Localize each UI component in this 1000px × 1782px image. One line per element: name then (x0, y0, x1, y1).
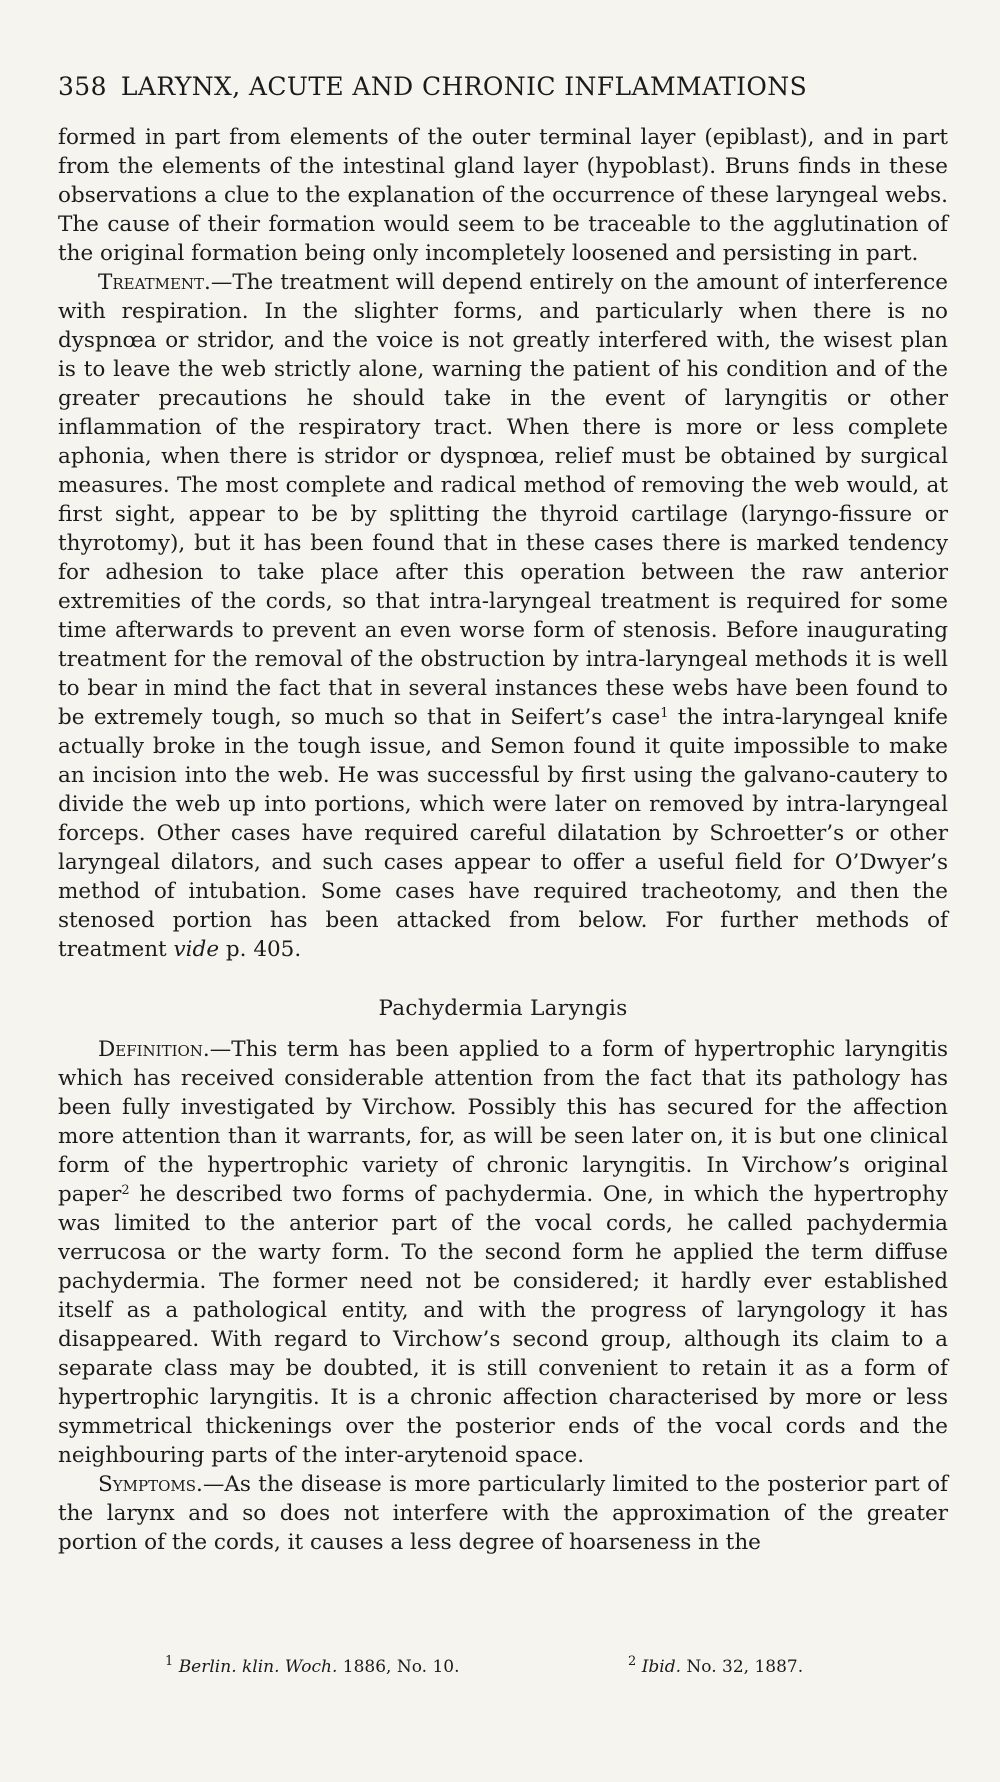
footnote-1-mark: 1 (165, 1654, 174, 1669)
footnote-2 (628, 1654, 804, 1677)
page-number: 358 (58, 72, 107, 101)
treatment-text-a: —The treatment will depend entirely on the amount of interference with respiration. In the slighter forms, and particularly when there is no dyspnœa or stridor, and the voice is not greatly interfered with, the wisest plan is to leave the web strictly alone, warning the patient of his condition and of the greater precautions he should take in the event of laryngitis or other inflammation of the respiratory tract. When there is more or less complete aphonia, when there is stridor or dyspnœa, relief must be obtained by surgical measures. The most complete and radical method of removing the web would, at first sight, appear to be by splitting the thyroid cartilage (laryngo-fissure or thyrotomy), but it has been found that in these cases there is marked tendency for adhesion to take place after this operation between the raw anterior extremities of the cords, so that intra-laryngeal treatment is required for some time afterwards to prevent an even worse form of stenosis. Before inaugurating treatment for the removal of the obstruction by intra-laryngeal methods it is well to bear in mind the fact that in several instances these webs have been found to be extremely tough, so much so that in Seifert’s case (58, 270, 948, 730)
footnote-reference-2: 2 (121, 1183, 130, 1198)
paragraph-definition (58, 1035, 948, 1470)
treatment-text-c: p. 405. (219, 937, 302, 962)
footnote-1-source: Berlin. klin. Woch. (178, 1657, 338, 1677)
treatment-vide: vide (173, 937, 220, 962)
footnote-2-mark: 2 (628, 1654, 637, 1669)
running-title: LARYNX, ACUTE AND CHRONIC INFLAMMATIONS (120, 72, 808, 101)
treatment-heading: Treatment. (98, 270, 211, 295)
running-head (58, 72, 948, 101)
footnote-reference-1: 1 (660, 706, 669, 721)
symptoms-text: —As the disease is more particularly limited to the posterior part of the larynx and so does not interfere with the approximation of the greater portion of the cords, it causes a less degree of hoarseness in the (58, 1472, 948, 1555)
paragraph-text: formed in part from elements of the outer terminal layer (epiblast), and in part from the elements of the intestinal gland layer (hypoblast). Bruns finds in these observations a clue to the explanation of the occurrence of these laryngeal webs. The cause of their formation would seem to be traceable to the agglutination of the original formation being only incompletely loosened and persisting in part. (58, 125, 948, 266)
footnote-2-rest: No. 32, 1887. (681, 1657, 804, 1677)
footnote-1-rest: 1886, No. 10. (337, 1657, 460, 1677)
treatment-text-b: the intra-laryngeal knife actually broke in the tough issue, and Semon found it quite impossible to make an incision into the web. He was successful by first using the galvano-cautery to divide the web up into portions, which were later on removed by intra-laryngeal forceps. Other cases have required careful dilatation by Schroetter’s or other laryngeal dilators, and such cases appear to offer a useful field for O’Dwyer’s method of intubation. Some cases have required tracheotomy, and then the stenosed portion has been attacked from below. For further methods of treatment (58, 705, 948, 962)
definition-text-a: —This term has been applied to a form of hypertrophic laryngitis which has received considerable attention from the fact that its pathology has been fully investigated by Virchow. Possibly this has secured for the affection more attention than it warrants, for, as will be seen later on, it is but one clinical form of the hypertrophic variety of chronic laryngitis. In Virchow’s original paper (58, 1037, 948, 1207)
definition-text-b: he described two forms of pachydermia. One, in which the hypertrophy was limited to the anterior part of the vocal cords, he called pachydermia verrucosa or the warty form. To the second form he applied the term diffuse pachydermia. The former need not be considered; it hardly ever established itself as a pathological entity, and with the progress of laryngology it has disappeared. With regard to Virchow’s second group, although its claim to a separate class may be doubted, it is still convenient to retain it as a form of hypertrophic laryngitis. It is a chronic affection characterised by more or less symmetrical thickenings over the posterior ends of the vocal cords and the neighbouring parts of the inter-arytenoid space. (58, 1182, 948, 1468)
section-title: Pachydermia Laryngis (378, 996, 628, 1021)
footnote-2-source: Ibid. (641, 1657, 682, 1677)
paragraph-continuation (58, 123, 948, 268)
symptoms-heading: Symptoms. (98, 1472, 203, 1497)
footnote-1 (165, 1654, 460, 1677)
paragraph-treatment (58, 268, 948, 964)
definition-heading: Definition. (98, 1037, 210, 1062)
paragraph-symptoms (58, 1470, 948, 1557)
